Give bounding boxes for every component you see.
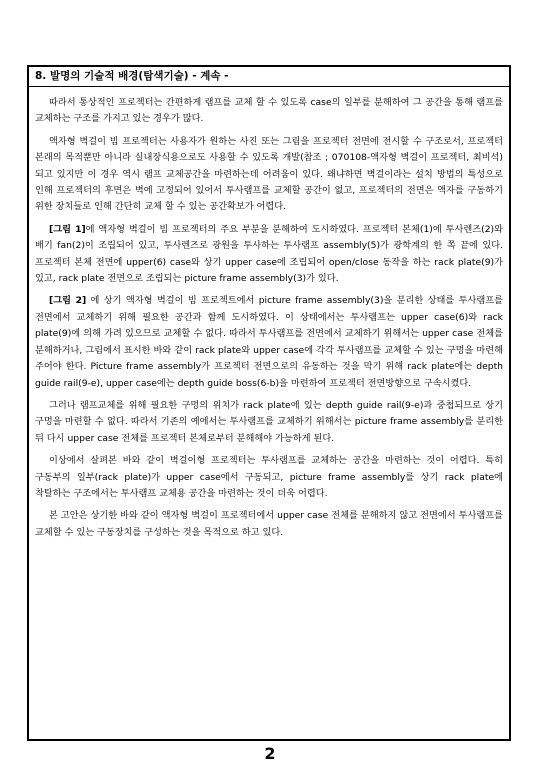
page-number: 2 <box>264 744 276 763</box>
paragraph-summary <box>35 453 503 502</box>
paragraph-text: 에 상기 액자형 벽걸이 빔 프로젝트에서 picture frame assembly(3)을 분리한 상태를 투사램프를 전면에서 교체하기 위해 필요한 공간과 함께 도시하였다. 이 상태에서는 투사램프는 upper case(6)와 rack plate(9)에 의해 가려 있으므로 교체할 수 없다. 따라서 투사램프를 전면에서 교체하기 위해서는 upper case 전체를 분해하거나, 그림에서 표시한 바와 같이 rack plate와 upper case에 각각 투사램프를 교체할 수 있는 구멍을 마련해 주어야 한다. Picture frame assembly가 프로젝터 전면으로의 유동하는 것을 막기 위해 rack plate에는 depth guide rail(9-e), upper case에는 depth guide boss(6-b)을 마련하여 프로젝터 전면방향으로 구속시켰다. <box>35 295 503 389</box>
paragraph-hole-overlap <box>35 398 503 447</box>
paragraph-text: 따라서 통상적인 프로젝터는 간편하게 램프를 교체 할 수 있도록 case의 일부를 분해하여 그 공간을 통해 램프를 교체하는 구조를 가지고 있는 경우가 많다. <box>35 97 503 125</box>
paragraph-objective <box>35 508 503 541</box>
paragraph-lamp-replacement <box>35 95 503 128</box>
paragraph-text: 이상에서 살펴본 바와 같이 벽걸이형 프로젝터는 투사램프를 교체하는 공간을 마련하는 것이 어렵다. 특히 구동부의 일부(rack plate)가 upper case에서 구동되고, picture frame assembly를 상기 rack plate에 착탈하는 구조에서는 투사램프 교체용 공간을 마련하는 것이 더욱 어렵다. <box>35 455 503 499</box>
document-body <box>29 87 509 541</box>
paragraph-text: 에 액자형 벽걸이 빔 프로젝터의 주요 부분을 분해하여 도시하였다. 프로젝터 본체(1)에 투사렌즈(2)와 배기 fan(2)이 조립되어 있고, 투사렌즈로 광원을 투사하는 투사램프 assembly(5)가 광학계의 한 쪽 끝에 있다. 프로젝터 본체 전면에 upper(6) case와 상기 upper case에 조립되어 open/close 동작을 하는 rack plate(9)가 있고, rack plate 전면으로 조립되는 picture frame assembly(3)가 있다. <box>35 223 504 285</box>
document-frame <box>27 65 511 741</box>
paragraph-figure-1 <box>35 222 503 288</box>
paragraph-text: 본 고안은 상기한 바와 같이 액자형 벽걸이 프로젝터에서 upper case 전체를 분해하지 않고 전면에서 투사램프를 교체할 수 있는 구동장치를 구성하는 것을 목적으로 하고 있다. <box>35 510 503 538</box>
figure-reference: [그림 2] <box>49 295 87 307</box>
figure-reference: [그림 1] <box>49 223 86 235</box>
paragraph-wall-projector <box>35 134 503 216</box>
paragraph-text: 그러나 램프교체를 위해 필요한 구멍의 위치가 rack plate에 있는 depth guide rail(9-e)과 중첩되므로 상기 구멍을 마련할 수 없다. 따라서 기존의 예에서는 투사램프를 교체하기 위해서는 picture frame assembly를 분리한 뒤 다시 upper case 전체를 프로젝터 본체로부터 분해해야 가능하게 된다. <box>35 399 503 444</box>
section-header: 8. 발명의 기술적 배경(탐색기술) - 계속 - <box>29 67 509 87</box>
paragraph-text: 액자형 벽걸이 빔 프로젝터는 사용자가 원하는 사진 또는 그림을 프로젝터 전면에 전시할 수 구조로서, 프로젝터 본래의 목적뿐만 아니라 실내장식용으로도 사용할 수 있도록 개발(참조 ; 070108-액자형 벽걸이 프로젝터, 최비석)되고 있지만 이 경우 역시 램프 교체공간을 마련하는데 어려움이 있다. 왜냐하면 벽걸이라는 설치 방법의 특성으로 인해 프로젝터의 후면은 벽에 고정되어 있어서 투사램프를 교체할 공간이 없고, 프로젝터의 전면은 액자를 구동하기 위한 장치들로 인해 간단히 교체 할 수 있는 공간확보가 어렵다. <box>35 135 503 213</box>
paragraph-figure-2 <box>35 293 503 391</box>
